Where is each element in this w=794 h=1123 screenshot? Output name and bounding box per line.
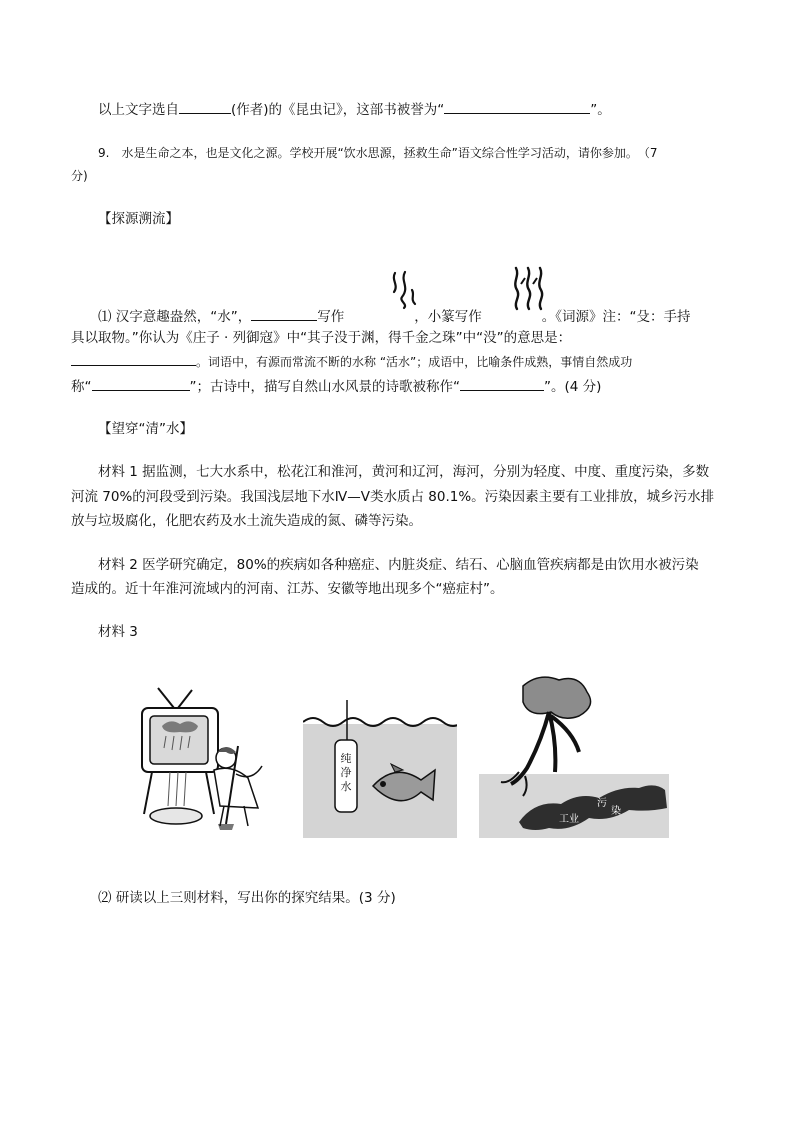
- material2-line1: 材料 2 医学研究确定，80%的疾病如各种癌症、内脏炎症、结石、心脑血管疾病都是由饮用水被污染: [98, 557, 699, 573]
- part1-line3: [71, 351, 632, 372]
- intro-line: [98, 99, 611, 120]
- part1-text-line4a: 称“: [71, 379, 92, 395]
- intro-text-c: ”。: [590, 102, 611, 118]
- part1-line4: [71, 376, 601, 397]
- part1-text-line3: 。词语中，有源而常流不断的水称 “活水”；成语中，比喻条件成熟，事情自然成功: [196, 355, 633, 369]
- material1-line2: 河流 70%的河段受到污染。我国浅层地下水Ⅳ—Ⅴ类水质占 80.1%。污染因素主要有工业排放，城乡污水排: [71, 489, 715, 505]
- bottle-label-1: 纯: [340, 752, 352, 765]
- material1-line3: 放与垃圾腐化，化肥农药及水土流失造成的氮、磷等污染。: [71, 513, 422, 529]
- part1-text-c: ，小篆写作: [414, 309, 482, 325]
- intro-text-a: 以上文字选自: [98, 102, 179, 118]
- part1-text-a: ⑴ 汉字意趣盎然，“水”，: [98, 309, 252, 325]
- part1-blank-2[interactable]: [71, 351, 196, 366]
- part2-question: ⑵ 研读以上三则材料，写出你的探究结果。(3 分): [98, 890, 396, 906]
- question-9-line1: 9. 水是生命之本，也是文化之源。学校开展“饮水思源，拯救生命”语文综合性学习活动，请你参加。 （7: [98, 146, 658, 160]
- pollution-label-2: 染: [611, 806, 621, 817]
- factory-label: 工业: [559, 814, 579, 825]
- part1-text-line4c: ”。(4 分): [544, 379, 602, 395]
- oracle-water-icon: [388, 268, 418, 310]
- material1-line1: 材料 1 据监测，七大水系中，松花江和淮河，黄河和辽河，海河，分别为轻度、中度、重度污染，多数: [98, 464, 710, 480]
- material2-line2: 造成的。近十年淮河流域内的河南、江苏、安徽等地出现多个“癌症村”。: [71, 581, 504, 597]
- bottle-label-2: 净: [340, 766, 352, 779]
- pollution-label-1: 污: [597, 798, 607, 809]
- bottle-label-3: 水: [340, 780, 352, 793]
- question-9-line2: 分): [71, 169, 88, 183]
- intro-text-b: (作者)的《昆虫记》，这部书被誉为“: [231, 102, 445, 118]
- part1-text-d: 。《词源》注：“殳：手持: [541, 309, 691, 325]
- part1-blank-3[interactable]: [92, 376, 190, 391]
- part1-blank-4[interactable]: [460, 376, 544, 391]
- part1-text-line4b: ”；古诗中，描写自然山水风景的诗歌被称作“: [189, 379, 460, 395]
- part1-blank-1[interactable]: [251, 306, 317, 321]
- title-blank[interactable]: [444, 99, 590, 114]
- industrial-pollution-picture: [479, 672, 669, 838]
- section-title-tanyuan: 【探源溯流】: [98, 211, 179, 227]
- material3-label: 材料 3: [98, 624, 138, 640]
- part1-text-b: 写作: [317, 309, 345, 325]
- pure-water-fish-picture: [303, 700, 457, 840]
- seal-script-water-icon: [508, 264, 548, 312]
- tv-water-picture: [140, 686, 270, 836]
- section-title-wangchuan: 【望穿“清”水】: [98, 421, 193, 437]
- part1-line2: 具以取物。”你认为《庄子 · 列御寇》中“其子没于渊，得千金之珠”中“没”的意思是：: [71, 330, 572, 346]
- author-blank[interactable]: [179, 99, 231, 114]
- part1-line1: [98, 306, 691, 327]
